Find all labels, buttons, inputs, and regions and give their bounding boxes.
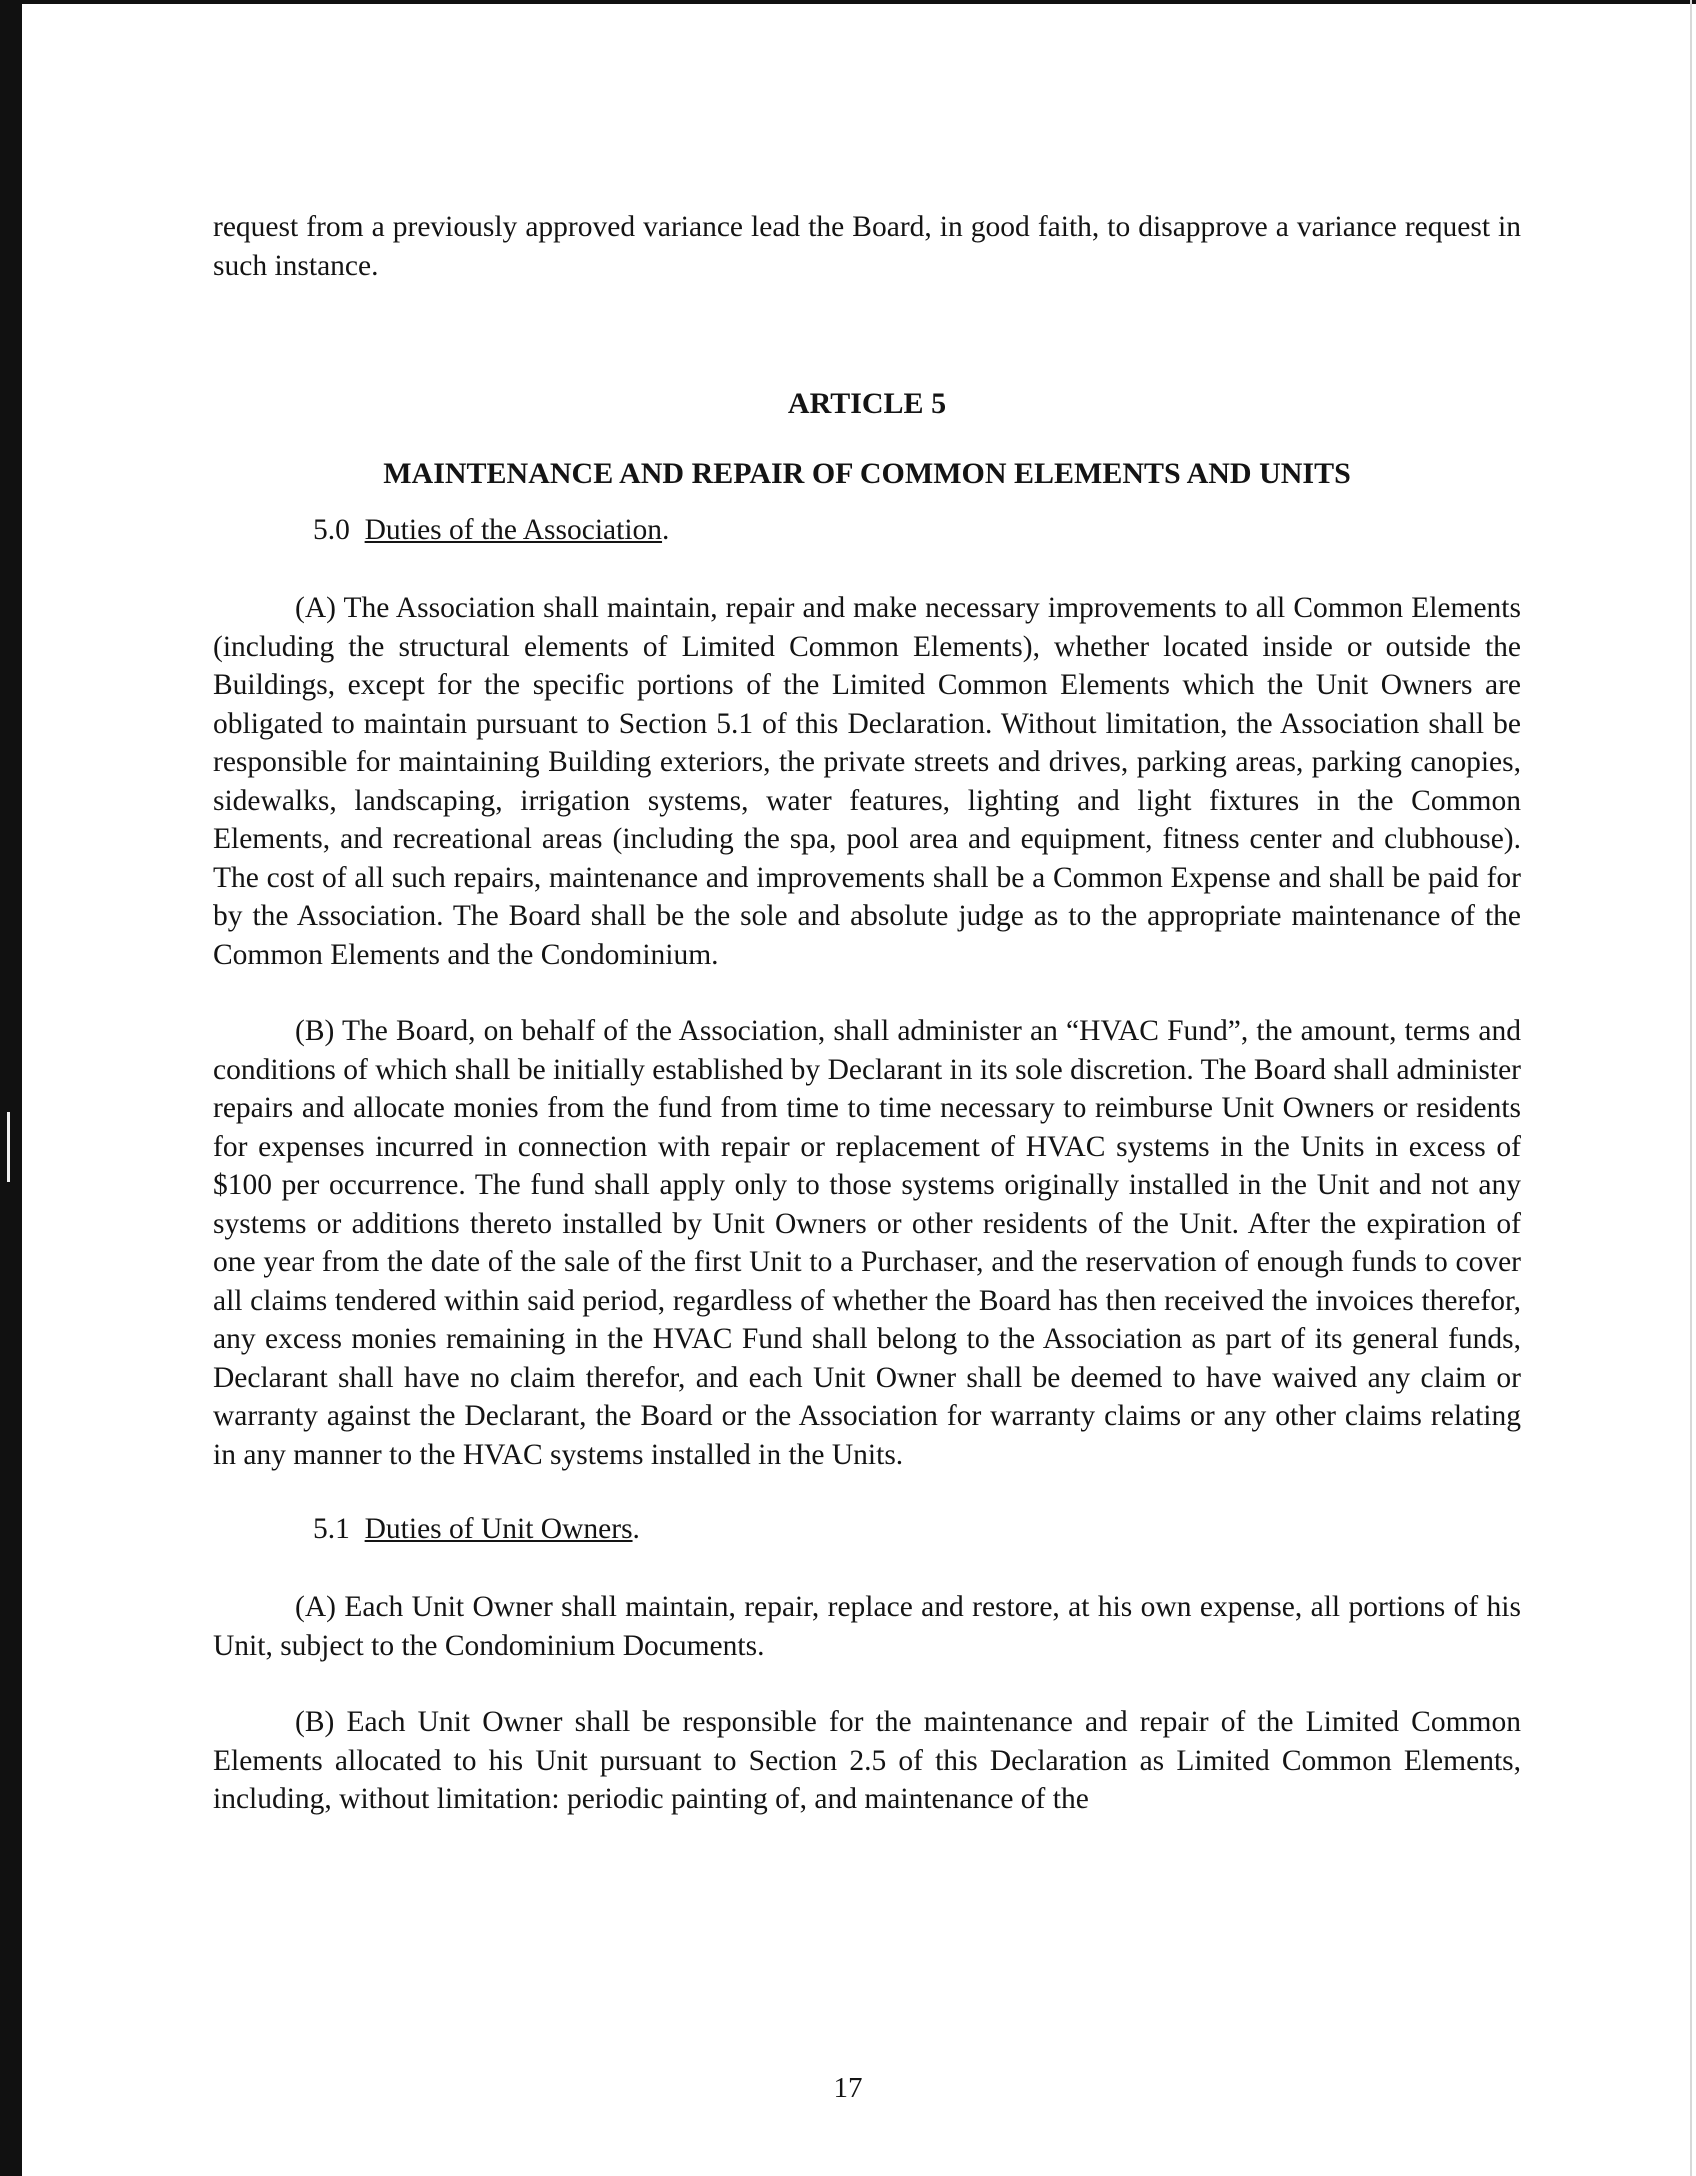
continuation-paragraph: request from a previously approved variance lead the Board, in good faith, to disapprove a variance request in such instance. xyxy=(213,211,1521,282)
scan-edge-left xyxy=(0,0,22,2176)
scan-mark xyxy=(7,1112,10,1182)
section-title: Duties of Unit Owners xyxy=(364,1513,633,1545)
scan-edge-top xyxy=(20,0,1696,4)
section-punct: . xyxy=(662,514,670,546)
section-number: 5.1 xyxy=(313,1513,350,1545)
article-number: ARTICLE 5 xyxy=(787,387,947,420)
paragraph-5-0-b: (B) The Board, on behalf of the Association, shall administer an “HVAC Fund”, the amount, terms and conditions of which shall be initially established by Declarant in its sole discretion. The Board shall administer repairs and allocate monies from the fund from time to time necessary to reimburse Unit Owners or residents for expenses incurred in connection with repair or replacement of HVAC systems in the Units in excess of $100 per occurrence. The fund shall apply only to those systems originally installed in the Unit and not any systems or additions thereto installed by Unit Owners or other residents of the Unit. After the expiration of one year from the date of the sale of the first Unit to a Purchaser, and the reservation of enough funds to cover all claims tendered within said period, regardless of whether the Board has then received the invoices therefor, any excess monies remaining in the HVAC Fund shall belong to the Association as part of its general funds, Declarant shall have no claim therefor, and each Unit Owner shall be deemed to have waived any claim or warranty against the Declarant, the Board or the Association for warranty claims or any other claims relating in any manner to the HVAC systems installed in the Units. xyxy=(213,1015,1521,1471)
paragraph-5-0-a: (A) The Association shall maintain, repair and make necessary improvements to all Common Elements (including the structural elements of Limited Common Elements), whether located inside or outside the Buildings, except for the specific portions of the Limited Common Elements which the Unit Owners are obligated to maintain pursuant to Section 5.1 of this Declaration. Without limitation, the Association shall be responsible for maintaining Building exteriors, the private streets and drives, parking areas, parking canopies, sidewalks, landscaping, irrigation systems, water features, lighting and light fixtures in the Common Elements, and recreational areas (including the spa, pool area and equipment, fitness center and clubhouse). The cost of all such repairs, maintenance and improvements shall be a Common Expense and shall be paid for by the Association. The Board shall be the sole and absolute judge as to the appropriate maintenance of the Common Elements and the Condominium. xyxy=(213,592,1521,971)
section-punct: . xyxy=(632,1513,640,1545)
section-number: 5.0 xyxy=(313,514,350,546)
article-title: MAINTENANCE AND REPAIR OF COMMON ELEMENTS AND UNITS xyxy=(383,457,1351,490)
document-page xyxy=(213,208,1521,1819)
page-number: 17 xyxy=(833,2072,863,2104)
section-5-1-heading xyxy=(213,1510,1521,1548)
section-5-0-heading xyxy=(213,511,1521,549)
paragraph-5-1-a: (A) Each Unit Owner shall maintain, repair, replace and restore, at his own expense, all portions of his Unit, subject to the Condominium Documents. xyxy=(213,1591,1521,1662)
section-title: Duties of the Association xyxy=(364,514,663,546)
scan-edge-right xyxy=(1690,0,1692,2176)
paragraph-5-1-b: (B) Each Unit Owner shall be responsible for the maintenance and repair of the Limited Common Elements allocated to his Unit pursuant to Section 2.5 of this Declaration as Limited Common Elements, including, without limitation: periodic painting of, and maintenance of the xyxy=(213,1706,1521,1815)
